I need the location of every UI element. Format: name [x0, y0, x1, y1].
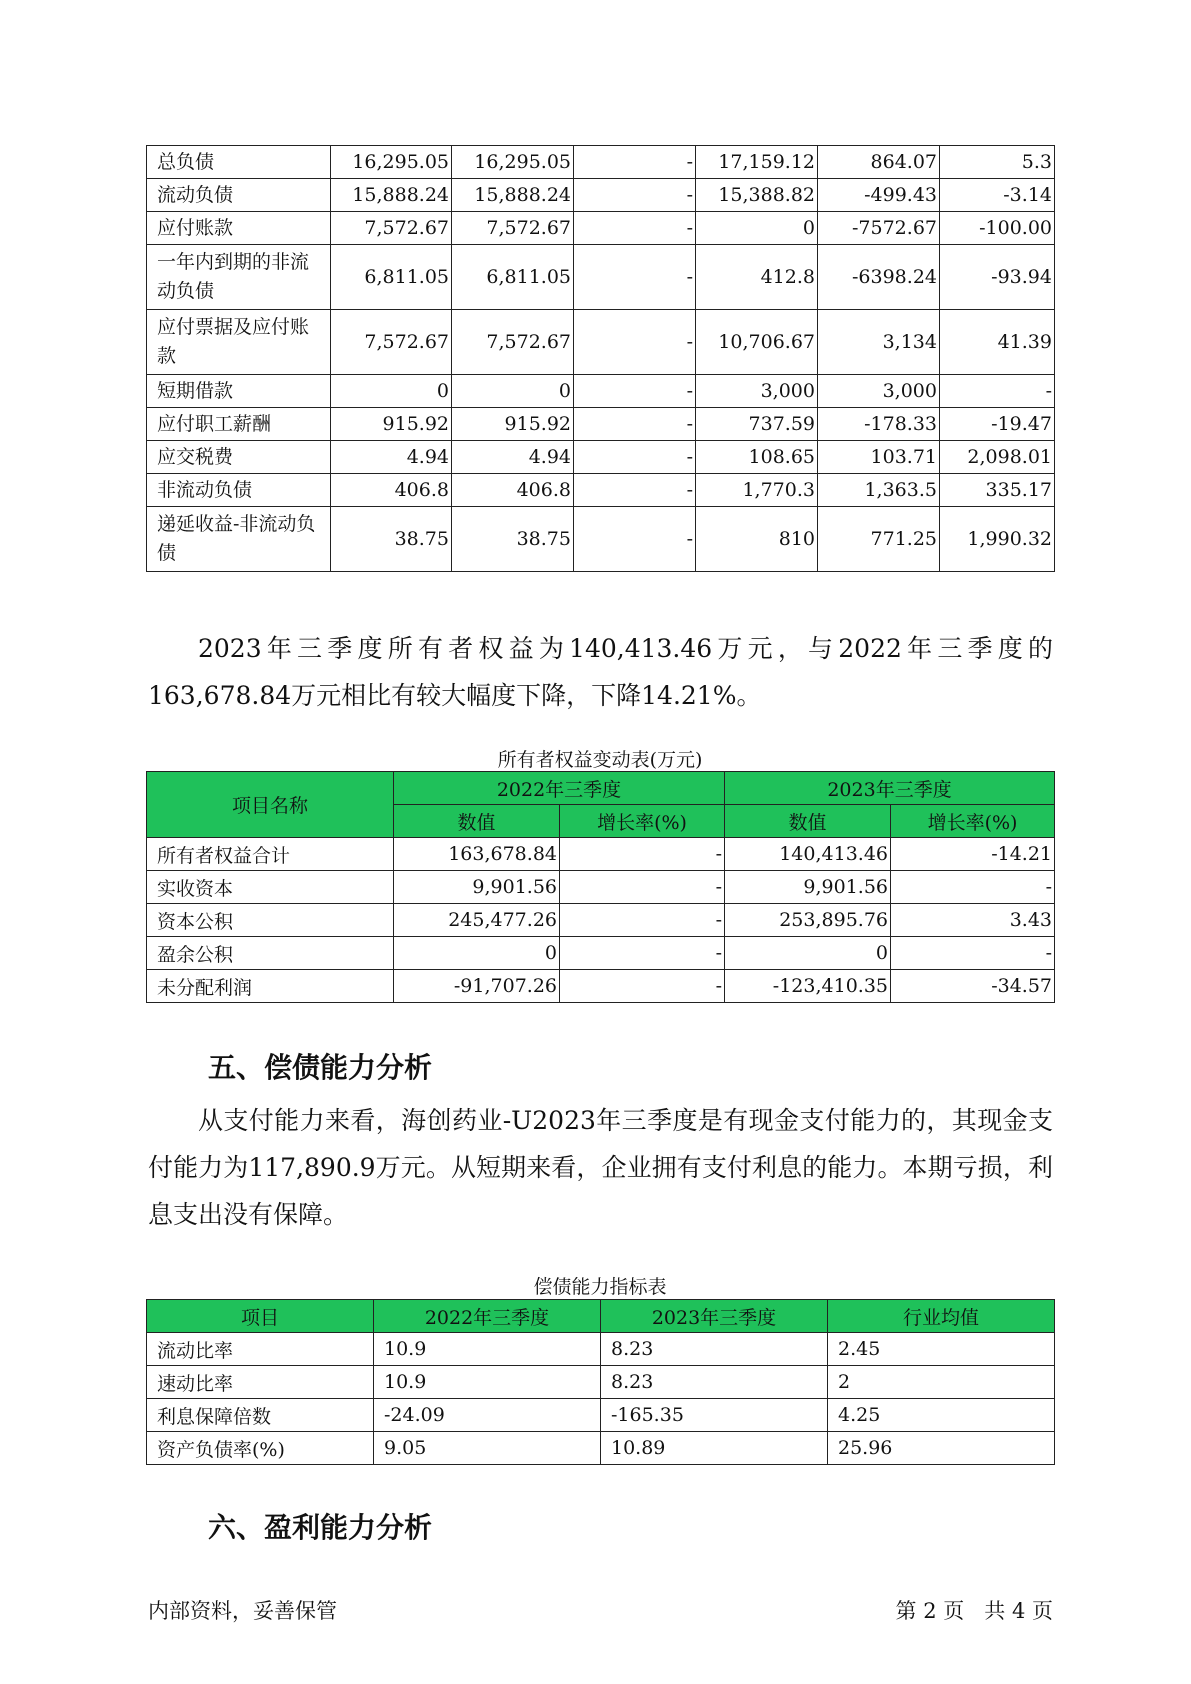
- row-label: 未分配利润: [147, 970, 394, 1003]
- table-cell: -: [891, 937, 1055, 970]
- table-cell: 7,572.67: [452, 212, 574, 245]
- equity-header-value-2022: 数值: [394, 805, 560, 838]
- table-row: [147, 146, 1055, 179]
- table-cell: -: [560, 970, 725, 1003]
- table-cell: 9,901.56: [394, 871, 560, 904]
- table-cell: 4.94: [452, 441, 574, 474]
- table-cell: -: [574, 212, 696, 245]
- table-row: [147, 441, 1055, 474]
- table-cell: 3,000: [818, 375, 940, 408]
- table-row: [147, 1432, 1055, 1465]
- equity-header-2022: 2022年三季度: [394, 772, 725, 805]
- table-cell: -6398.24: [818, 245, 940, 310]
- table-row: [147, 408, 1055, 441]
- table-cell: -: [574, 179, 696, 212]
- row-label: 应付职工薪酬: [147, 408, 331, 441]
- table-cell: 4.25: [828, 1399, 1055, 1432]
- table-cell: 6,811.05: [452, 245, 574, 310]
- table-cell: 0: [696, 212, 818, 245]
- equity-table-caption: 所有者权益变动表(万元): [497, 749, 703, 771]
- table-row: [147, 937, 1055, 970]
- row-label: 流动负债: [147, 179, 331, 212]
- table-cell: -3.14: [940, 179, 1055, 212]
- table-cell: -: [560, 838, 725, 871]
- table-cell: 16,295.05: [331, 146, 452, 179]
- table-cell: 7,572.67: [331, 212, 452, 245]
- table-cell: 810: [696, 507, 818, 572]
- table-cell: -499.43: [818, 179, 940, 212]
- table-cell: 5.3: [940, 146, 1055, 179]
- equity-paragraph: 2023年三季度所有者权益为140,413.46万元，与2022年三季度的163,678.84万元相比有较大幅度下降，下降14.21%。: [148, 634, 1053, 710]
- solvency-table: [146, 1299, 1055, 1465]
- table-cell: -123,410.35: [725, 970, 891, 1003]
- table-cell: 4.94: [331, 441, 452, 474]
- table-cell: 38.75: [331, 507, 452, 572]
- table-cell: 10,706.67: [696, 310, 818, 375]
- footer-page-number: 第 2 页 共 4 页: [895, 1599, 1053, 1623]
- footer-left: 内部资料，妥善保管: [148, 1599, 337, 1623]
- table-cell: 915.92: [331, 408, 452, 441]
- liabilities-table: [146, 145, 1055, 572]
- table-cell: -: [574, 408, 696, 441]
- table-cell: 864.07: [818, 146, 940, 179]
- table-cell: 1,990.32: [940, 507, 1055, 572]
- table-cell: -: [574, 146, 696, 179]
- table-cell: 0: [394, 937, 560, 970]
- table-cell: 0: [331, 375, 452, 408]
- row-label: 应交税费: [147, 441, 331, 474]
- table-row: [147, 970, 1055, 1003]
- row-label: 资产负债率(%): [147, 1432, 374, 1465]
- table-cell: 103.71: [818, 441, 940, 474]
- table-cell: 771.25: [818, 507, 940, 572]
- row-label: 总负债: [147, 146, 331, 179]
- row-label: 速动比率: [147, 1366, 374, 1399]
- table-cell: 737.59: [696, 408, 818, 441]
- table-row: [147, 507, 1055, 572]
- table-cell: -34.57: [891, 970, 1055, 1003]
- table-row: [147, 1399, 1055, 1432]
- table-cell: -: [574, 474, 696, 507]
- table-cell: -7572.67: [818, 212, 940, 245]
- table-cell: 1,770.3: [696, 474, 818, 507]
- table-cell: 9,901.56: [725, 871, 891, 904]
- table-cell: 915.92: [452, 408, 574, 441]
- row-label: 资本公积: [147, 904, 394, 937]
- equity-table: [146, 771, 1055, 1003]
- solvency-paragraph: 从支付能力来看，海创药业-U2023年三季度是有现金支付能力的，其现金支付能力为117,890.9万元。从短期来看，企业拥有支付利息的能力。本期亏损，利息支出没有保障。: [148, 1106, 1053, 1229]
- table-cell: 15,888.24: [452, 179, 574, 212]
- table-row: [147, 245, 1055, 310]
- section-6-title: 六、盈利能力分析: [208, 1511, 433, 1544]
- table-cell: -14.21: [891, 838, 1055, 871]
- equity-header-growth-2023: 增长率(%): [891, 805, 1055, 838]
- row-label: 利息保障倍数: [147, 1399, 374, 1432]
- table-cell: 16,295.05: [452, 146, 574, 179]
- equity-header-2023: 2023年三季度: [725, 772, 1055, 805]
- table-cell: 1,363.5: [818, 474, 940, 507]
- row-label: 非流动负债: [147, 474, 331, 507]
- table-cell: 6,811.05: [331, 245, 452, 310]
- table-cell: 108.65: [696, 441, 818, 474]
- table-cell: -: [574, 441, 696, 474]
- table-cell: 3.43: [891, 904, 1055, 937]
- table-cell: 3,134: [818, 310, 940, 375]
- table-cell: 335.17: [940, 474, 1055, 507]
- table-cell: 253,895.76: [725, 904, 891, 937]
- row-label: 实收资本: [147, 871, 394, 904]
- table-cell: 406.8: [331, 474, 452, 507]
- table-cell: 2: [828, 1366, 1055, 1399]
- table-cell: 38.75: [452, 507, 574, 572]
- table-row: [147, 904, 1055, 937]
- table-cell: -100.00: [940, 212, 1055, 245]
- table-cell: 7,572.67: [331, 310, 452, 375]
- table-cell: 2.45: [828, 1333, 1055, 1366]
- table-cell: -: [574, 375, 696, 408]
- table-cell: -: [560, 937, 725, 970]
- solvency-table-caption: 偿债能力指标表: [533, 1276, 667, 1298]
- table-cell: 25.96: [828, 1432, 1055, 1465]
- table-cell: -: [560, 904, 725, 937]
- table-row: [147, 838, 1055, 871]
- row-label: 短期借款: [147, 375, 331, 408]
- table-cell: 10.89: [601, 1432, 828, 1465]
- table-cell: 9.05: [374, 1432, 601, 1465]
- table-cell: 15,388.82: [696, 179, 818, 212]
- table-cell: -: [574, 310, 696, 375]
- table-row: [147, 179, 1055, 212]
- column-header: 2022年三季度: [374, 1300, 601, 1333]
- table-cell: -93.94: [940, 245, 1055, 310]
- table-cell: 412.8: [696, 245, 818, 310]
- equity-header-growth-2022: 增长率(%): [560, 805, 725, 838]
- table-cell: 3,000: [696, 375, 818, 408]
- table-cell: 41.39: [940, 310, 1055, 375]
- table-row: [147, 212, 1055, 245]
- table-cell: 15,888.24: [331, 179, 452, 212]
- table-row: [147, 310, 1055, 375]
- table-cell: -: [891, 871, 1055, 904]
- table-cell: 8.23: [601, 1366, 828, 1399]
- table-cell: 2,098.01: [940, 441, 1055, 474]
- table-cell: -91,707.26: [394, 970, 560, 1003]
- column-header: 行业均值: [828, 1300, 1055, 1333]
- table-cell: 7,572.67: [452, 310, 574, 375]
- table-cell: -165.35: [601, 1399, 828, 1432]
- table-cell: 163,678.84: [394, 838, 560, 871]
- table-cell: 10.9: [374, 1366, 601, 1399]
- table-cell: 140,413.46: [725, 838, 891, 871]
- table-cell: -178.33: [818, 408, 940, 441]
- table-row: [147, 375, 1055, 408]
- table-cell: 8.23: [601, 1333, 828, 1366]
- table-row: [147, 474, 1055, 507]
- row-label: 流动比率: [147, 1333, 374, 1366]
- table-cell: 17,159.12: [696, 146, 818, 179]
- row-label: 递延收益-非流动负债: [147, 507, 331, 572]
- table-cell: -: [560, 871, 725, 904]
- equity-header-value-2023: 数值: [725, 805, 891, 838]
- section-5-title: 五、偿债能力分析: [208, 1051, 433, 1084]
- table-cell: 245,477.26: [394, 904, 560, 937]
- table-cell: -: [940, 375, 1055, 408]
- row-label: 所有者权益合计: [147, 838, 394, 871]
- table-row: [147, 1333, 1055, 1366]
- table-cell: 0: [725, 937, 891, 970]
- table-cell: -19.47: [940, 408, 1055, 441]
- table-row: [147, 1366, 1055, 1399]
- row-label: 应付票据及应付账款: [147, 310, 331, 375]
- table-cell: -24.09: [374, 1399, 601, 1432]
- table-cell: 0: [452, 375, 574, 408]
- table-cell: -: [574, 245, 696, 310]
- row-label: 应付账款: [147, 212, 331, 245]
- table-cell: 406.8: [452, 474, 574, 507]
- table-row: [147, 871, 1055, 904]
- column-header: 项目: [147, 1300, 374, 1333]
- equity-header-item: 项目名称: [147, 772, 394, 838]
- table-cell: 10.9: [374, 1333, 601, 1366]
- table-cell: -: [574, 507, 696, 572]
- row-label: 一年内到期的非流动负债: [147, 245, 331, 310]
- column-header: 2023年三季度: [601, 1300, 828, 1333]
- row-label: 盈余公积: [147, 937, 394, 970]
